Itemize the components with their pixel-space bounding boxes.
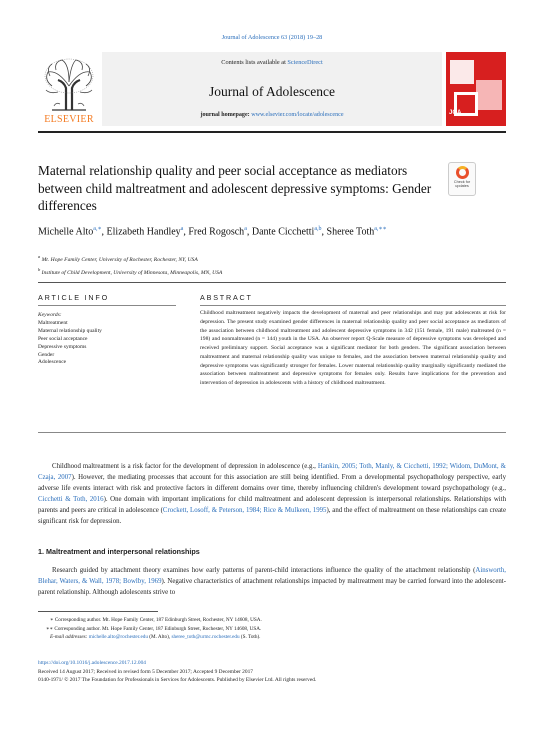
- author-name[interactable]: Dante Cicchetti: [251, 226, 315, 238]
- author-name[interactable]: Elizabeth Handley: [106, 226, 181, 238]
- masthead: [38, 52, 506, 126]
- paragraph-text: ). However, the mediating processes that account for this association are still being identified. From a developmental psychopathology perspective, early adverse life events interact with risk and protective factors in different domains over time, thereby influencing children's development toward psychopathology (e.g.,: [38, 474, 506, 492]
- affiliation-mark: b: [38, 267, 41, 273]
- keyword: Gender: [38, 351, 55, 358]
- homepage-line: journal homepage: www.elsevier.com/locate/adolescence: [200, 112, 344, 118]
- section-paragraph: [38, 565, 506, 598]
- update-icon: [456, 166, 469, 179]
- keywords-heading: Keywords:: [38, 312, 62, 318]
- abstract-bottom-rule: [38, 432, 506, 433]
- cover-shape: [450, 60, 474, 84]
- author-name[interactable]: Sheree Toth: [326, 226, 375, 238]
- keyword: Adolescence: [38, 359, 67, 366]
- paragraph-text: Childhood maltreatment is a risk factor for the development of depression in adolescence (e.g.,: [52, 463, 318, 470]
- check-for-updates-badge[interactable]: Check for updates: [448, 162, 476, 196]
- keywords-block: [38, 312, 178, 367]
- author-affiliation-mark[interactable]: a: [244, 226, 247, 232]
- journal-cover-image[interactable]: [446, 52, 506, 126]
- author-affiliation-mark[interactable]: a,b: [314, 226, 322, 232]
- affiliations: [38, 252, 508, 279]
- contents-line: Contents lists available at ScienceDirect: [221, 59, 323, 66]
- section-heading: 1. Maltreatment and interpersonal relationships: [38, 547, 200, 556]
- keyword: Depressive symptoms: [38, 343, 87, 350]
- paragraph-text: ). One domain with important implications for child maltreatment and adolescent depression is interpersonal relationships. Relationships with parents and peers are critical in adolescence (: [38, 496, 507, 514]
- masthead-banner: [102, 52, 442, 126]
- article-title: Maternal relationship quality and peer social acceptance as mediators between child maltreatment and adolescent depressive symptoms: Gender differences: [38, 163, 432, 213]
- citation-link[interactable]: Crockett, Losoff, & Peterson, 1984; Rice & Mulkeen, 1995: [162, 507, 327, 514]
- affiliation-text: Institute of Child Development, University of Minnesota, Minneapolis, MN, USA: [40, 270, 223, 277]
- keyword: Maternal relationship quality: [38, 327, 102, 334]
- paragraph-text: ). Negative characteristics of attachment relationships impacted by maltreatment may be carried forward into the adolescent-parent relationship. Although adolescents strive to: [38, 578, 506, 596]
- keyword-list: [38, 320, 178, 367]
- citation-link[interactable]: Cicchetti & Toth, 2016: [38, 496, 104, 503]
- author-list: Michelle Alto$^{a,∗}$, Elizabeth Handley$^a$, Fred Rogosch$^a$, Dante Cicchetti$^{a,b}$, Sheree Toth$^{a,∗∗}$: [38, 226, 387, 238]
- paragraph-text: ), and the effect of maltreatment on these relationships can create significant risk for depression.: [38, 507, 506, 525]
- author-name[interactable]: Fred Rogosch: [188, 226, 245, 238]
- abstract-text: Childhood maltreatment negatively impacts the development of maternal and peer relationships and may put adolescents at risk for depression. The present study examined gender differences in maternal relationship quality and peer social acceptance as mediators of the association between childhood maltreatment and adolescent depressive symptoms in 342 (151 female, 191 male) maltreated (n = 198) and nonmaltreated (n = 144) youth in the USA. An observer report Q-Scale measure of depressive symptoms was developed and received preliminary support. Social acceptance was a significant mediator for both genders. The significant association between maltreatment and maternal relationship quality was unique to females, and the association between maternal relationship quality and depressive symptoms was significantly stronger for females. Lower maternal relationship quality marginally significantly mediated the association between maltreatment and depressive symptoms for females only. Results have implications for the prevention and intervention of depression in adolescents with a history of childhood maltreatment.: [200, 310, 506, 386]
- article-metadata: [38, 659, 508, 685]
- affiliation-line: [38, 265, 508, 278]
- author-name[interactable]: Michelle Alto: [38, 226, 94, 238]
- section-rule: [38, 282, 506, 283]
- article-info-heading: ARTICLE INFO: [38, 293, 109, 302]
- sciencedirect-link[interactable]: ScienceDirect: [287, 59, 323, 66]
- publisher-wordmark: ELSEVIER: [44, 114, 94, 125]
- intro-paragraph: [38, 461, 506, 527]
- abstract-rule: [200, 305, 506, 306]
- footnote-2: ∗∗ Corresponding author. Mt. Hope Family Center, 187 Edinburgh Street, Rochester, NY 14608, USA.: [46, 625, 262, 632]
- journal-reference[interactable]: Journal of Adolescence 63 (2018) 19–28: [221, 34, 323, 41]
- elsevier-logo[interactable]: [38, 52, 100, 126]
- affiliation-line: [38, 252, 508, 265]
- affiliation-text: Mt. Hope Family Center, University of Rochester, Rochester, NY, USA: [40, 256, 198, 263]
- abstract-heading: ABSTRACT: [200, 293, 253, 302]
- journal-name[interactable]: Journal of Adolescence: [209, 84, 335, 99]
- email-link-alto[interactable]: michelle.alto@rochester.edu: [88, 634, 148, 641]
- paragraph-text: Research guided by attachment theory examines how early patterns of parent-child interactions influence the quality of the attachment relationship (: [52, 567, 476, 574]
- citation-link[interactable]: Hankin, 2005; Toth, Manly, & Cicchetti, 1992; Widom, DuMont, & Czaja, 2007: [38, 463, 506, 481]
- footnote-1: ∗ Corresponding author. Mt. Hope Family Center, 187 Edinburgh Street, Rochester, NY 14608, USA.: [50, 617, 262, 623]
- email-link-toth[interactable]: sheree_toth@urmc.rochester.edu: [171, 634, 240, 641]
- email-footnote: E-mail addresses: michelle.alto@rochester.edu (M. Alto), sheree_toth@urmc.rochester.edu (S. Toth).: [50, 634, 261, 641]
- citation-link[interactable]: Ainsworth, Blehar, Waters, & Wall, 1978; Bowlby, 1969: [38, 567, 506, 585]
- doi-link[interactable]: https://doi.org/10.1016/j.adolescence.2017.12.004: [38, 660, 146, 666]
- received-dates: Received 14 August 2017; Received in revised form 5 December 2017; Accepted 9 December 2017: [38, 668, 253, 675]
- cover-title: JOA: [449, 110, 462, 116]
- keyword: Maltreatment: [38, 319, 68, 326]
- author-affiliation-mark[interactable]: a: [180, 226, 184, 232]
- header-rule: [38, 131, 506, 133]
- footnotes: [38, 616, 508, 642]
- keyword: Peer social acceptance: [38, 335, 88, 342]
- copyright-line: 0140-1971/ © 2017 The Foundation for Professionals in Services for Adolescents. Published by Elsevier Ltd. All rights reserved.: [38, 677, 317, 683]
- footnote-rule: [38, 611, 158, 612]
- cover-shape: [476, 80, 502, 110]
- author-affiliation-mark[interactable]: a,∗∗: [374, 226, 387, 232]
- affiliation-mark: a: [38, 254, 41, 259]
- article-info-rule: [38, 305, 176, 306]
- author-affiliation-mark[interactable]: a,∗: [93, 226, 102, 232]
- homepage-link[interactable]: www.elsevier.com/locate/adolescence: [251, 112, 344, 118]
